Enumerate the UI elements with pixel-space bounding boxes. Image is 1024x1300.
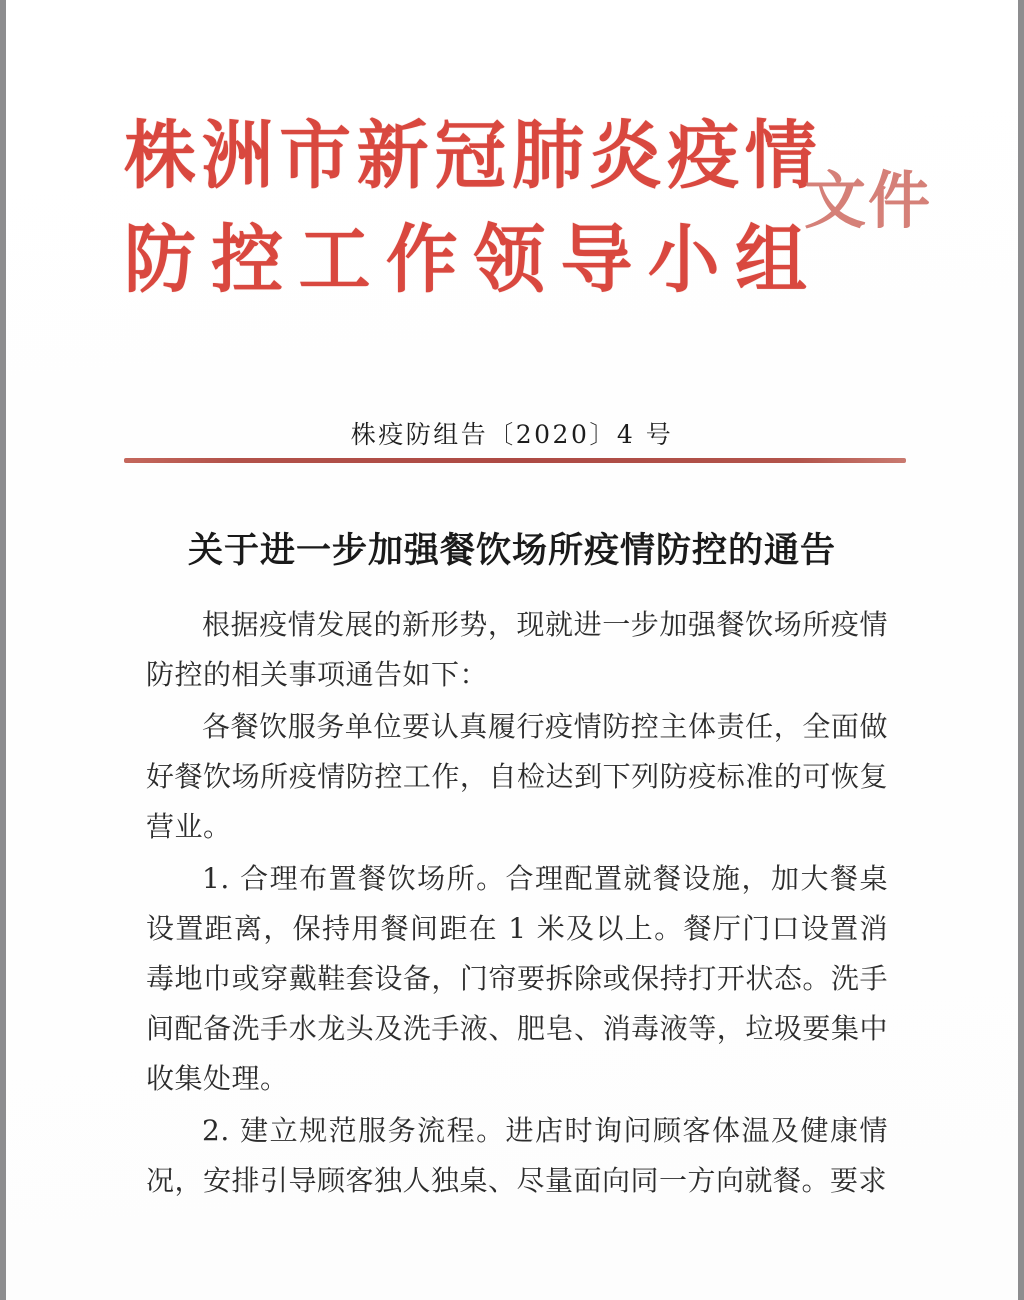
document-page [6, 0, 1018, 1300]
masthead-suffix-wenjian: 文件 [804, 164, 933, 237]
document-number: 株疫防组告〔2020〕4 号 [350, 420, 674, 449]
body-paragraph-2: 各餐饮服务单位要认真履行疫情防控主体责任，全面做好餐饮场所疫情防控工作，自检达到下列防疫标准的可恢复营业。 [146, 710, 888, 843]
body-paragraph-item-1: 1. 合理布置餐饮场所。合理配置就餐设施，加大餐桌设置距离，保持用餐间距在 1 米及以上。餐厅门口设置消毒地巾或穿戴鞋套设备，门帘要拆除或保持打开状态。洗手间配备洗手水龙头及洗手液、肥皂、消毒液等，垃圾要集中收集处理。 [146, 862, 888, 1095]
masthead-issuer [124, 104, 823, 312]
masthead-line-1: 株洲市新冠肺炎疫情 [124, 113, 823, 199]
body-paragraph-item-2: 2. 建立规范服务流程。进店时询问顾客体温及健康情况，安排引导顾客独人独桌、尽量面向同一方向就餐。要求 [146, 1114, 888, 1197]
page-right-gutter [1018, 0, 1024, 1300]
masthead-red-rule [124, 458, 906, 463]
masthead-line-2: 防控工作领导小组 [124, 217, 823, 303]
document-body [146, 600, 888, 1206]
document-masthead [6, 104, 1018, 330]
document-title: 关于进一步加强餐饮场所疫情防控的通告 [187, 530, 836, 572]
body-paragraph-1: 根据疫情发展的新形势，现就进一步加强餐饮场所疫情防控的相关事项通告如下： [146, 608, 888, 691]
